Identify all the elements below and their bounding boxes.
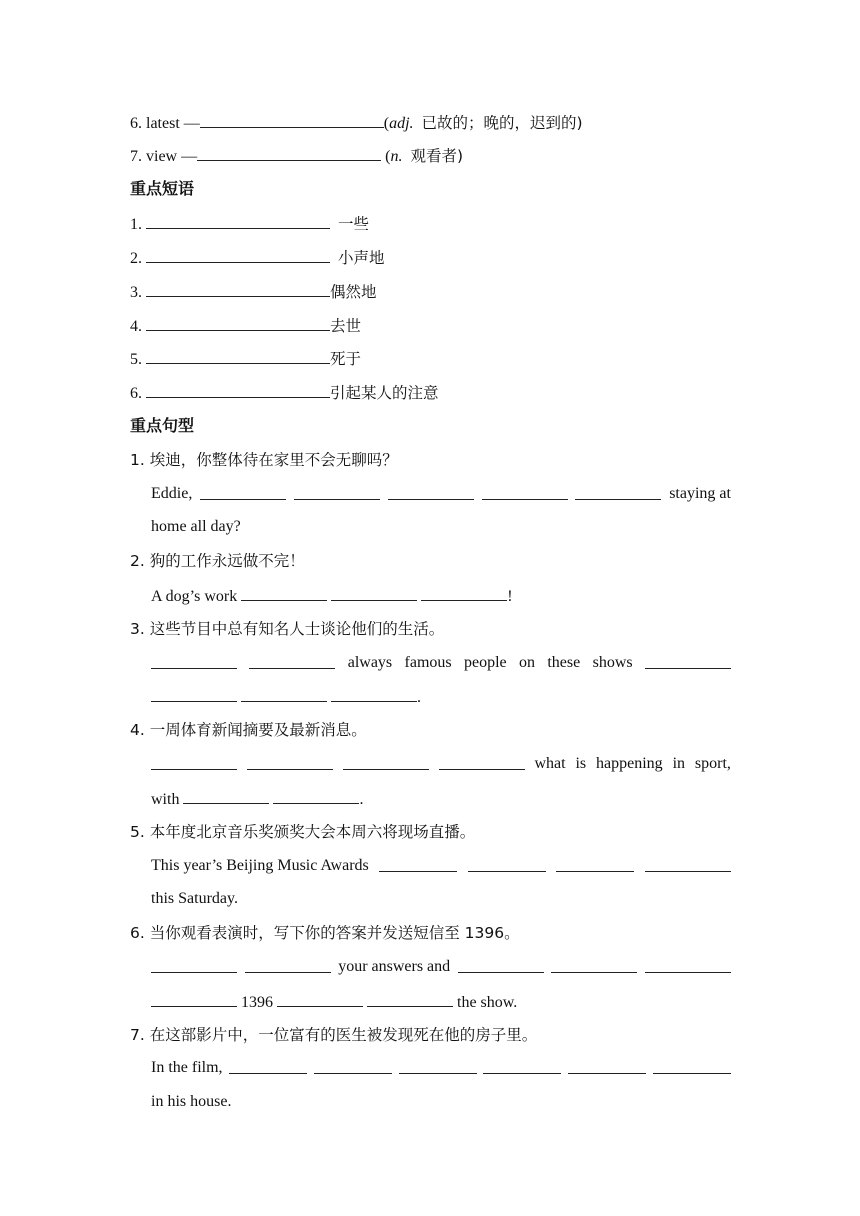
sentence-6-line1: your answers and [151, 957, 731, 977]
answer-blank[interactable] [314, 1058, 392, 1074]
answer-blank[interactable] [273, 788, 359, 804]
answer-blank[interactable] [439, 754, 525, 770]
answer-blank[interactable] [277, 991, 363, 1007]
answer-blank[interactable] [343, 754, 429, 770]
phrases-heading: 重点短语 [130, 179, 195, 198]
sentence-6-chinese: 6. 当你观看表演时，写下你的答案并发送短信至 1396。 [130, 924, 520, 942]
sentence-4-line1: what is happening in sport, [151, 754, 731, 774]
phrase-item: 3. 偶然地 [130, 283, 377, 301]
answer-blank[interactable] [151, 653, 237, 669]
sentence-3-line1: always famous people on these shows [151, 653, 731, 673]
sentence-1-line1: Eddie, staying at [151, 485, 731, 502]
sentence-1-line2: home all day? [151, 518, 241, 535]
sentences-heading: 重点句型 [130, 416, 195, 435]
answer-blank[interactable] [146, 247, 330, 263]
answer-blank[interactable] [241, 686, 327, 702]
sentence-4-chinese: 4. 一周体育新闻摘要及最新消息。 [130, 721, 367, 739]
answer-blank[interactable] [483, 1058, 561, 1074]
answer-blank[interactable] [645, 856, 731, 872]
answer-blank[interactable] [482, 484, 568, 500]
sentence-5-line1: This year’s Beijing Music Awards [151, 856, 731, 876]
phrase-item: 2. 小声地 [130, 249, 385, 267]
answer-blank[interactable] [468, 856, 546, 872]
sentence-7-chinese: 7. 在这部影片中，一位富有的医生被发现死在他的房子里。 [130, 1026, 538, 1044]
answer-blank[interactable] [200, 484, 286, 500]
answer-blank[interactable] [146, 281, 330, 297]
answer-blank[interactable] [249, 653, 335, 669]
answer-blank[interactable] [653, 1058, 731, 1074]
answer-blank[interactable] [151, 991, 237, 1007]
answer-blank[interactable] [645, 653, 731, 669]
answer-blank[interactable] [245, 957, 331, 973]
answer-blank[interactable] [458, 957, 544, 973]
answer-blank[interactable] [146, 382, 330, 398]
answer-blank[interactable] [331, 585, 417, 601]
answer-blank[interactable] [200, 112, 384, 128]
sentence-7-line1: In the film, [151, 1058, 731, 1078]
answer-blank[interactable] [294, 484, 380, 500]
sentence-7-line2: in his house. [151, 1093, 232, 1110]
answer-blank[interactable] [379, 856, 457, 872]
word-item-latest: 6. latest — (adj. 已故的；晚的，迟到的) [130, 114, 583, 132]
answer-blank[interactable] [146, 348, 330, 364]
sentence-3-line2: . [151, 686, 731, 706]
sentence-3-chinese: 3. 这些节目中总有知名人士谈论他们的生活。 [130, 620, 445, 638]
answer-blank[interactable] [367, 991, 453, 1007]
word-item-view: 7. view — (n. 观看者) [130, 147, 463, 165]
answer-blank[interactable] [146, 213, 330, 229]
sentence-5-chinese: 5. 本年度北京音乐奖颁奖大会本周六将现场直播。 [130, 823, 476, 841]
answer-blank[interactable] [575, 484, 661, 500]
answer-blank[interactable] [399, 1058, 477, 1074]
sentence-2-chinese: 2. 狗的工作永远做不完！ [130, 552, 305, 570]
sentence-2-line1: A dog’s work ! [151, 585, 731, 605]
answer-blank[interactable] [241, 585, 327, 601]
answer-blank[interactable] [151, 957, 237, 973]
answer-blank[interactable] [146, 315, 330, 331]
phrase-item: 1. 一些 [130, 215, 370, 233]
sentence-5-line2: this Saturday. [151, 890, 238, 907]
answer-blank[interactable] [229, 1058, 307, 1074]
answer-blank[interactable] [183, 788, 269, 804]
answer-blank[interactable] [331, 686, 417, 702]
phrase-item: 6. 引起某人的注意 [130, 384, 439, 402]
answer-blank[interactable] [151, 686, 237, 702]
answer-blank[interactable] [551, 957, 637, 973]
phrase-item: 5. 死于 [130, 350, 362, 368]
phrase-item: 4. 去世 [130, 317, 362, 335]
answer-blank[interactable] [645, 957, 731, 973]
answer-blank[interactable] [388, 484, 474, 500]
answer-blank[interactable] [556, 856, 634, 872]
answer-blank[interactable] [568, 1058, 646, 1074]
answer-blank[interactable] [197, 145, 381, 161]
sentence-6-line2: 1396 the show. [151, 991, 731, 1011]
answer-blank[interactable] [151, 754, 237, 770]
sentence-1-chinese: 1. 埃迪，你整体待在家里不会无聊吗？ [130, 451, 398, 469]
answer-blank[interactable] [247, 754, 333, 770]
answer-blank[interactable] [421, 585, 507, 601]
sentence-4-line2: with . [151, 788, 731, 808]
